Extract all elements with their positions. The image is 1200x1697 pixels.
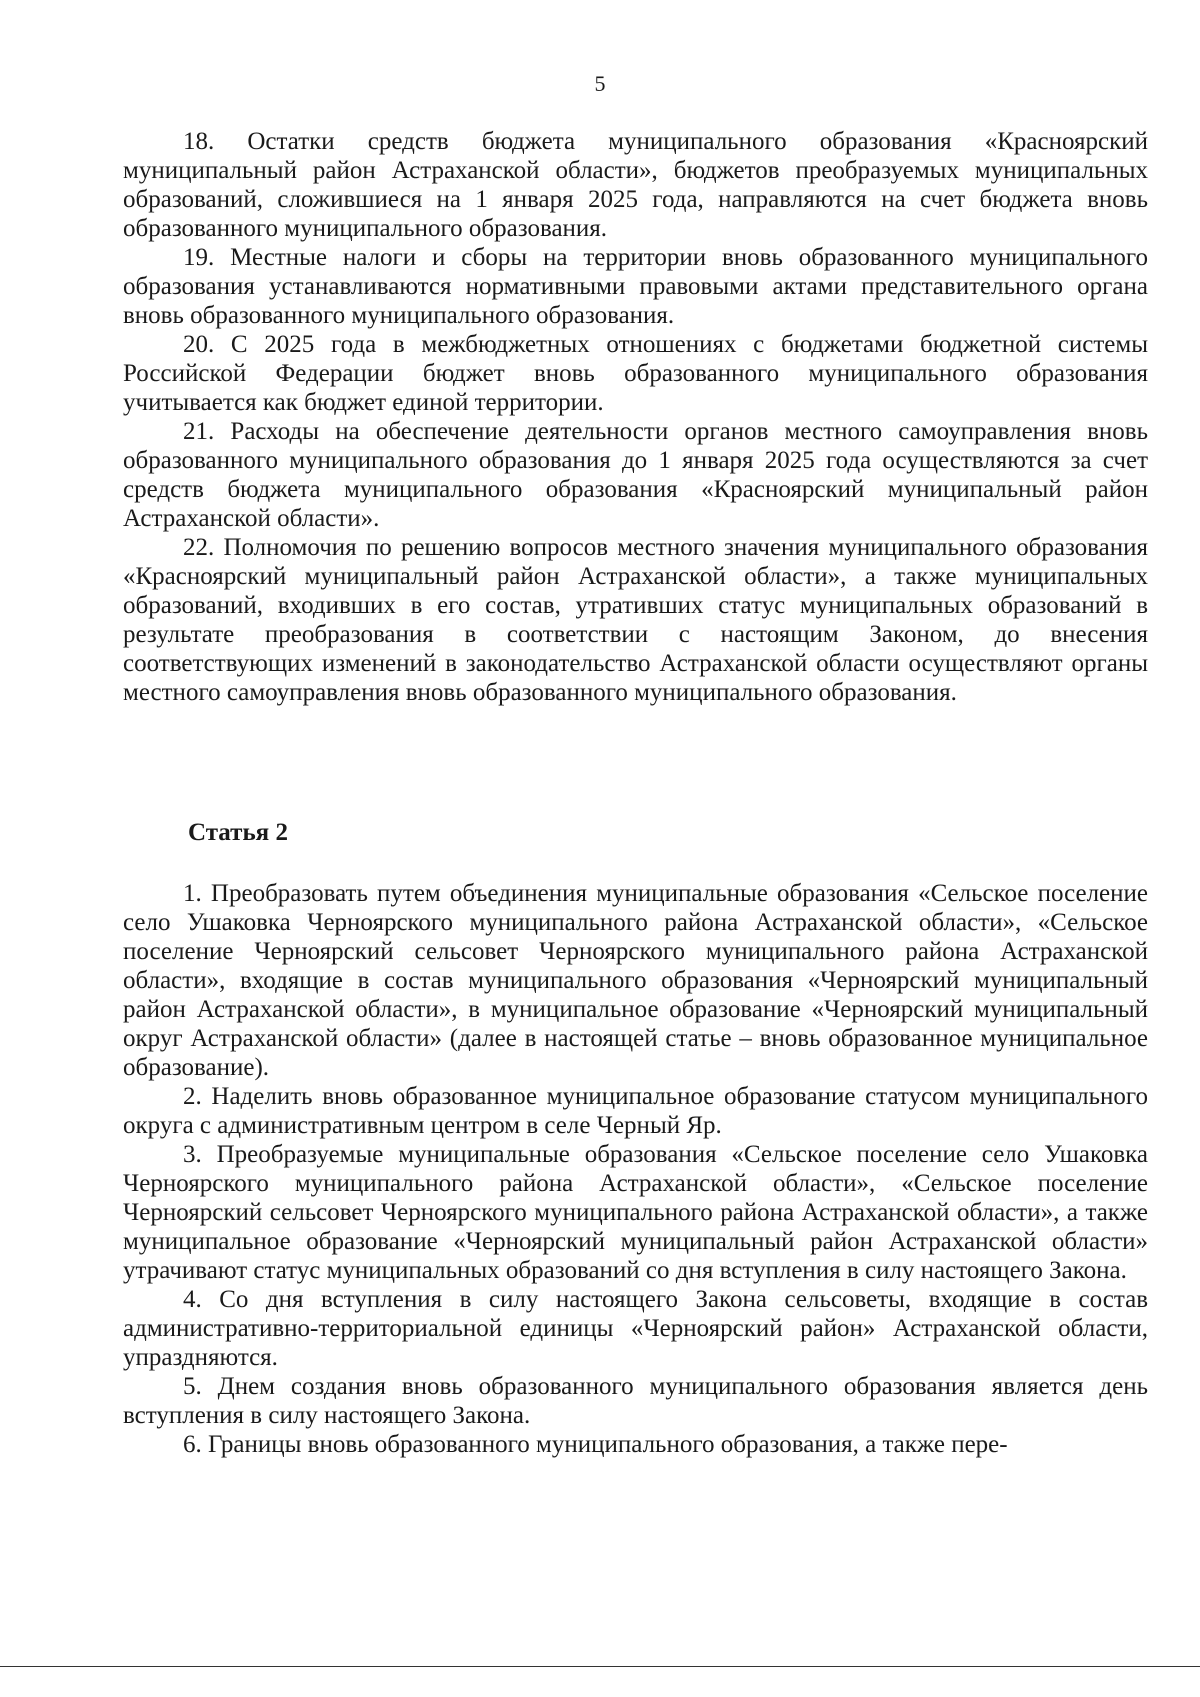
article-2-item-1: 1. Преобразовать путем объединения муниципальные образования «Сельское поселение село Ушаковка Черноярского муниципального района Астраханской области», «Сельское поселение Черноярский сельсовет Черноярского муниципального района Астраханской области», входящие в состав муниципального образования «Черноярский муниципальный район Астраханской области», в муниципальное образование «Черноярский муниципальный округ Астраханской области» (далее в настоящей статье – вновь образованное муниципальное образование). [123,880,1148,1081]
paragraph-22: 22. Полномочия по решению вопросов местного значения муниципального образования «Красноярский муниципальный район Астраханской области», а также муниципальных образований, входивших в его состав, утративших статус муниципальных образований в результате преобразования в соответствии с настоящим Законом, до внесения соответствующих изменений в законодательство Астраханской области осуществляют органы местного самоуправления вновь образованного муниципального образования. [123,534,1148,706]
article-2-item-4: 4. Со дня вступления в силу настоящего Закона сельсоветы, входящие в состав административно-территориальной единицы «Черноярский район» Астраханской области, упраздняются. [123,1286,1148,1371]
paragraph-19: 19. Местные налоги и сборы на территории вновь образованного муниципального образования устанавливаются нормативными правовыми актами представительного органа вновь образованного муниципального образования. [123,244,1148,329]
continued-paragraphs [123,127,1148,707]
article-2-paragraphs [123,879,1148,1459]
page-number: 5 [594,71,606,96]
paragraph-18: 18. Остатки средств бюджета муниципального образования «Красноярский муниципальный район Астраханской области», бюджетов преобразуемых муниципальных образований, сложившиеся на 1 января 2025 года, направляются на счет бюджета вновь образованного муниципального образования. [123,128,1148,242]
article-2-item-2: 2. Наделить вновь образованное муниципальное образование статусом муниципального округа с административным центром в селе Черный Яр. [123,1083,1148,1139]
bottom-rule [0,1666,1200,1667]
article-2-item-5: 5. Днем создания вновь образованного муниципального образования является день вступления в силу настоящего Закона. [123,1373,1148,1429]
paragraph-20: 20. С 2025 года в межбюджетных отношениях с бюджетами бюджетной системы Российской Федерации бюджет вновь образованного муниципального образования учитывается как бюджет единой территории. [123,331,1148,416]
paragraph-21: 21. Расходы на обеспечение деятельности органов местного самоуправления вновь образованного муниципального образования до 1 января 2025 года осуществляются за счет средств бюджета муниципального образования «Красноярский муниципальный район Астраханской области». [123,418,1148,532]
article-2-item-3: 3. Преобразуемые муниципальные образования «Сельское поселение село Ушаковка Черноярского муниципального района Астраханской области», «Сельское поселение Черноярский сельсовет Черноярского муниципального района Астраханской области», а также муниципальное образование «Черноярский муниципальный район Астраханской области» утрачивают статус муниципальных образований со дня вступления в силу настоящего Закона. [123,1141,1148,1284]
article-heading: Статья 2 [188,819,288,846]
article-2-item-6: 6. Границы вновь образованного муниципального образования, а также пере- [183,1431,1008,1458]
